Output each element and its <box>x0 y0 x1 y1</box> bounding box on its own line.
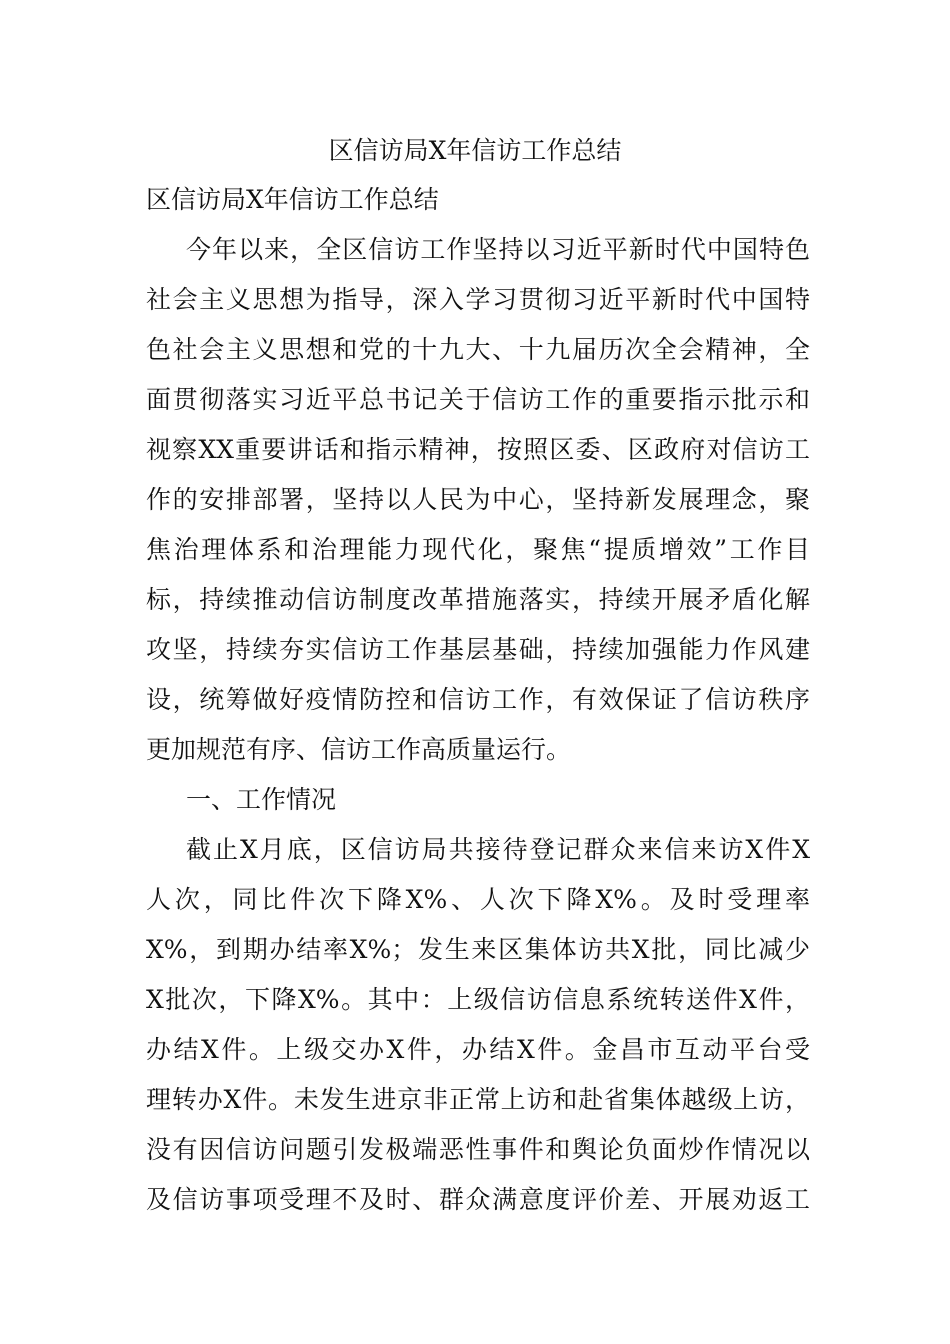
paragraph-line: 面贯彻落实习近平总书记关于信访工作的重要指示批示和 <box>146 385 810 414</box>
paragraph-line: 标，持续推动信访制度改革措施落实，持续开展矛盾化解 <box>146 585 810 614</box>
paragraph-line: 及信访事项受理不及时、群众满意度评价差、开展劝返工 <box>146 1185 810 1214</box>
paragraph-line: 作的安排部署，坚持以人民为中心，坚持新发展理念，聚 <box>146 485 810 514</box>
paragraph-line: 人次，同比件次下降X%、人次下降X%。及时受理率 <box>146 885 810 914</box>
section-heading: 一、工作情况 <box>186 785 337 814</box>
paragraph-line: 没有因信访问题引发极端恶性事件和舆论负面炒作情况以 <box>146 1135 810 1164</box>
document-title: 区信访局X年信访工作总结 <box>328 136 622 165</box>
paragraph-line: 攻坚，持续夯实信访工作基层基础，持续加强能力作风建 <box>146 635 810 664</box>
paragraph-line: 今年以来，全区信访工作坚持以习近平新时代中国特色 <box>186 235 810 264</box>
paragraph-line: 理转办X件。未发生进京非正常上访和赴省集体越级上访， <box>146 1085 810 1114</box>
paragraph-line: 更加规范有序、信访工作高质量运行。 <box>146 735 572 764</box>
paragraph-line: 视察XX重要讲话和指示精神，按照区委、区政府对信访工 <box>146 435 810 464</box>
paragraph-line: X%，到期办结率X%；发生来区集体访共X批，同比减少 <box>146 935 810 964</box>
paragraph-line: 社会主义思想为指导，深入学习贯彻习近平新时代中国特 <box>146 285 810 314</box>
document-subtitle: 区信访局X年信访工作总结 <box>146 185 439 214</box>
paragraph-line: 截止X月底，区信访局共接待登记群众来信来访X件X <box>186 835 810 864</box>
paragraph-line: 焦治理体系和治理能力现代化，聚焦“提质增效”工作目 <box>146 535 810 564</box>
paragraph-line: X批次，下降X%。其中：上级信访信息系统转送件X件， <box>146 985 810 1014</box>
paragraph-line: 设，统筹做好疫情防控和信访工作，有效保证了信访秩序 <box>146 685 810 714</box>
paragraph-line: 办结X件。上级交办X件，办结X件。金昌市互动平台受 <box>146 1035 810 1064</box>
paragraph-line: 色社会主义思想和党的十九大、十九届历次全会精神，全 <box>146 335 810 364</box>
